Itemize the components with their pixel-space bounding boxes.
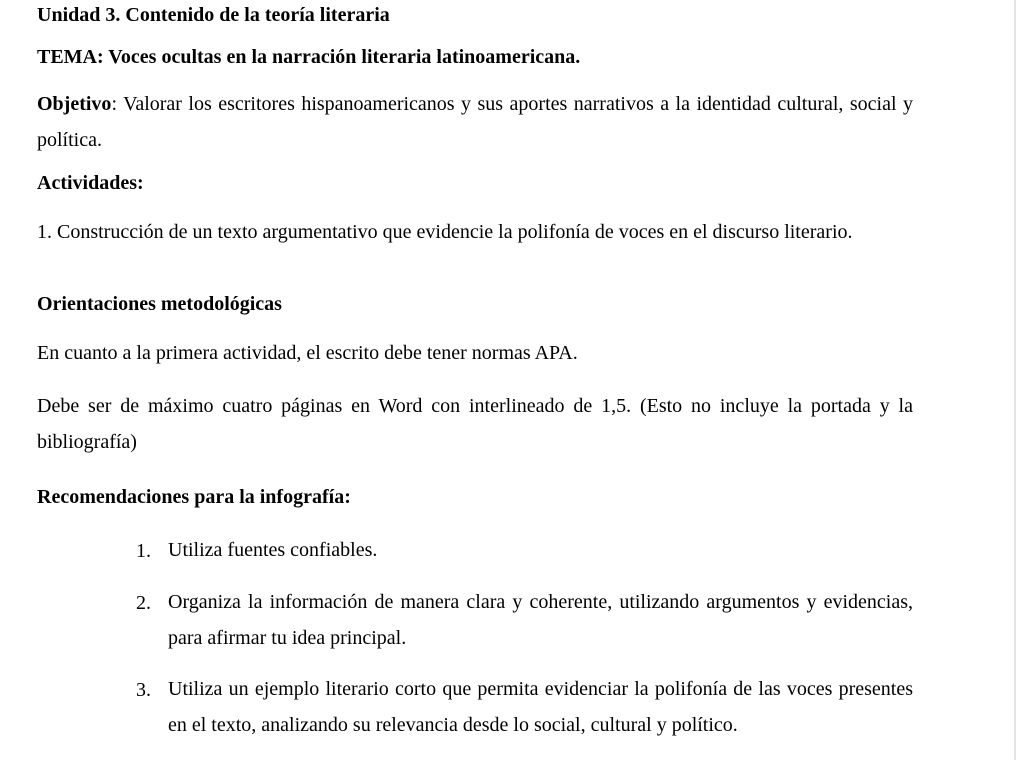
objetivo-text: : Valorar los escritores hispanoamericanos y sus aportes narrativos a la identidad cultural, social y política. — [37, 93, 913, 151]
recomendaciones-heading: Recomendaciones para la infografía: — [37, 486, 351, 508]
orientacion-paginas: Debe ser de máximo cuatro páginas en Word con interlineado de 1,5. (Esto no incluye la portada y la bibliografía) — [37, 395, 913, 453]
objetivo-label: Objetivo — [37, 93, 112, 115]
orientaciones-heading: Orientaciones metodológicas — [37, 293, 282, 315]
list-item-number: 3. — [136, 679, 151, 701]
actividades-heading: Actividades: — [37, 172, 144, 194]
list-item: Organiza la información de manera clara y coherente, utilizando argumentos y evidencias, para afirmar tu idea principal. — [168, 591, 913, 649]
list-item-number: 1. — [136, 540, 151, 562]
actividad-1: 1. Construcción de un texto argumentativo que evidencie la polifonía de voces en el discurso literario. — [37, 221, 853, 243]
objetivo-paragraph — [37, 86, 913, 158]
unit-title: Unidad 3. Contenido de la teoría literaria — [37, 4, 390, 26]
list-item-number: 2. — [136, 592, 151, 614]
tema-heading: TEMA: Voces ocultas en la narración literaria latinoamericana. — [37, 46, 581, 68]
list-item: Utiliza fuentes confiables. — [168, 539, 378, 561]
list-item: Utiliza un ejemplo literario corto que permita evidenciar la polifonía de las voces presentes en el texto, analizando su relevancia desde lo social, cultural y político. — [168, 678, 913, 736]
orientacion-apa: En cuanto a la primera actividad, el escrito debe tener normas APA. — [37, 342, 578, 364]
